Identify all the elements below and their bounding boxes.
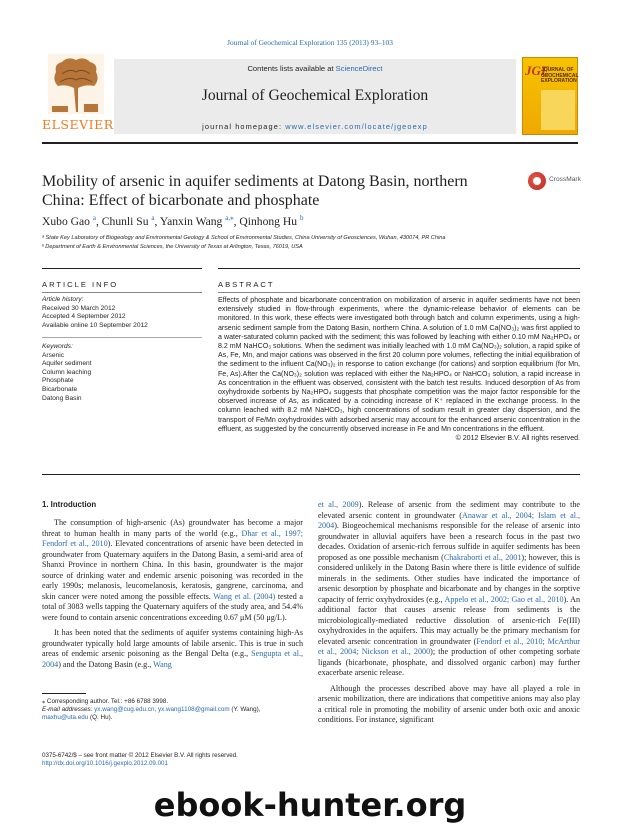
body-column-right <box>318 500 580 726</box>
body-column-left <box>42 518 303 670</box>
author-name[interactable]: Yanxin Wang <box>159 214 223 228</box>
email-link-2[interactable]: maxhu@uta.edu <box>42 714 89 721</box>
author-name[interactable]: Xubo Gao <box>42 214 90 228</box>
issn-line: 0375-6742/$ – see front matter © 2012 Elsevier B.V. All rights reserved. <box>42 752 238 759</box>
citation-link[interactable]: Dhar et al., 1997; Fendorf et al., 2010 <box>42 528 303 548</box>
abstract-bottom-rule <box>42 474 580 475</box>
email-label: E-mail addresses: <box>42 706 95 713</box>
email-link[interactable]: yx.wang@cug.edu.cn, yx.wang1108@gmail.com <box>94 706 230 713</box>
abstract-body <box>218 296 580 443</box>
masthead-divider <box>42 142 578 144</box>
homepage-prefix: journal homepage: <box>202 122 286 131</box>
text-run: The consumption of high-arsenic (As) groundwater has become a major threat to human health in many parts of the world (e.g., <box>42 518 303 538</box>
citation-link[interactable]: Wang <box>153 659 172 669</box>
abstract-rule <box>218 268 580 269</box>
citation-link[interactable]: Fendorf et al., 2010; McArthur et al., 2004; Nickson et al., 2000 <box>318 636 580 656</box>
info-separator <box>42 337 202 338</box>
abstract-subrule <box>218 292 580 293</box>
crossmark-badge[interactable] <box>528 172 580 206</box>
footnote <box>42 698 302 722</box>
author-name[interactable]: Chunli Su <box>101 214 149 228</box>
email-line <box>42 706 302 714</box>
doi-link[interactable]: http://dx.doi.org/10.1016/j.gexplo.2012.09.001 <box>42 760 168 767</box>
text-run: ). An additional factor that causes arsenic release from sediments is the microbiologically-mediated reductive dissolution of arsenic-rich Fe(III) oxyhydroxides in the aquifers. This may actually be the primary mechanism for elevated arsenic concentration in groundwater ( <box>318 594 580 646</box>
cover-title: JOURNAL OF GEOCHEMICAL EXPLORATION <box>541 67 579 85</box>
article-history <box>42 296 202 330</box>
affiliation-b: ᵇ Department of Earth & Environmental Sciences, the University of Texas at Arlington, Texas, 76019, USA <box>42 244 303 250</box>
crossmark-icon <box>528 172 546 190</box>
cover-abbrev: JGE <box>525 63 550 78</box>
footnote-rule <box>42 693 86 694</box>
keyword-item: Bicarbonate <box>42 385 78 393</box>
tree-emblem-icon <box>48 54 104 114</box>
affiliation-a: ᵃ State Key Laboratory of Biogeology and Environmental Geology & School of Environmental Studies, China University of Geosciences, Wuhan, 430074, PR China <box>42 235 446 241</box>
text-run: tested a total of 3083 wells tapping the Quaternary aquifers of the study area, and 54.4% were found to contain arsenic concentrations exceeding 0.67 μM (50 μg/L). <box>42 591 303 622</box>
citation-link[interactable]: Chakraborti et al., 2001 <box>443 552 522 562</box>
keyword-item: Column leaching <box>42 368 92 376</box>
history-label: Article history: <box>42 296 84 303</box>
section-heading-introduction: 1. Introduction <box>42 500 97 509</box>
corresponding-author-note: ⁎ Corresponding author. Tel.: +86 6788 3998. <box>42 698 169 705</box>
issn-block <box>42 752 302 768</box>
citation-link[interactable]: Wang et al. (2004) <box>213 591 276 601</box>
paragraph <box>42 518 303 623</box>
article-info-subrule <box>42 292 202 293</box>
history-online: Available online 10 September 2012 <box>42 321 148 329</box>
history-accepted: Accepted 4 September 2012 <box>42 313 126 321</box>
text-run: ); however, this is considered unlikely in the Datong Basin where there is little evidence of sulfide minerals in the sediments. Other studies have indicated the importance of arsenic desorption by phosphate and bicarbonate and by changes in the sorptive capacity of ferric oxyhydroxides (e.g., <box>318 552 580 604</box>
text-run: ). Release of arsenic from the sediment may contribute to the elevated arsenic content in groundwater ( <box>318 500 580 520</box>
author-sup[interactable]: a <box>92 214 96 222</box>
journal-title: Journal of Geochemical Exploration <box>201 87 429 104</box>
author-name[interactable]: Qinhong Hu <box>239 214 298 228</box>
text-run: ); the production of other competing sorbate ligands (bicarbonate, phosphate, and dissolved organic carbon) may further exacerbate arsenic release. <box>318 647 580 677</box>
author-sup[interactable]: a,⁎ <box>225 214 234 222</box>
abstract-text: Effects of phosphate and bicarbonate concentration on mobilization of arsenic in aquifer sediments have not been extensively studied in flow-through experiments, where the dynamic-release behavior of elements can be monitored. In this work, these effects were investigated both through batch and column experiments, using a high-arsenic sediment sample from the Datong Basin, northern China. A solution of 1.0 mM Ca(NO₃)₂ was first applied to a water-saturated column packed with the sediment; this was followed by leaching with either 0.10 mM Na₂HPO₄ or 8.2 mM NaHCO₃ solutions. When the sediment was initially leached with 1.0 mM Ca(NO₃)₂ solution, a rapid spike of As, Fe, Mn, and major cations was observed in the first 20 column pore volumes, reflecting the initial equilibration of the sediment to the influent Ca(NO₃)₂ in response to cation exchange (for cations) and sorption equilibrium (for Mn, Fe, As).After the Ca(NO₃)₂ solution was replaced with either the Na₂HPO₄ or NaHCO₃ solution, a rapid increase in As concentration in the effluent was observed, consistent with the batch test results. Induced desorption of As from oxyhydroxide sorbents by Na₂HPO₄ suggests that phosphate competition was the major factor responsible for the observed increase of As, as indicated by a coinciding increase of K⁺ replaced in the exchange process. In the column leached with 8.2 mM NaHCO₃, high concentrations of sodium result in greater clay dispersion, and the transport of Fe/Mn oxyhydroxides with adsorbed arsenic may account for the enhanced arsenic concentration in the effluent, as suggested by the concurrently observed increase in Fe and Mn concentrations in the effluent. <box>218 297 580 433</box>
text-run: ). Biogeochemical mechanisms responsible for the release of arsenic into groundwater in alluvial aquifers have been a research focus in the past two decades. Oxidation of arsenic-rich ferrous sulfide in aquifer sediments has been proposed as one possible mechanism ( <box>318 521 580 562</box>
text-run: ). Elevated concentrations of arsenic have been detected in groundwater from Quaternary aquifers in the Datong Basin, a semi-arid area of Shanxi Province in northern China. In this basin, groundwater is the major source of drinking water and endemic arsenic poisoning was recorded in the early 1990s; melanosis, leucomelanosis, keratosis, gangrene, carcinoma, and skin cancer were noted among the possible effects. <box>42 539 303 601</box>
article-title: Mobility of arsenic in aquifer sediments at Datong Basin, northern China: Effect of bicarbonate and phosphate <box>42 173 468 209</box>
keywords-block <box>42 343 202 403</box>
email-suffix: (Y. Wang), <box>229 706 261 713</box>
journal-homepage-line <box>114 122 516 131</box>
contents-prefix: Contents lists available at <box>247 64 336 73</box>
sciencedirect-link[interactable]: ScienceDirect <box>335 64 383 73</box>
author-sup[interactable]: b <box>299 214 304 222</box>
abstract-copyright: © 2012 Elsevier B.V. All rights reserved. <box>455 435 580 443</box>
history-received: Received 30 March 2012 <box>42 304 116 312</box>
journal-cover-thumbnail[interactable] <box>522 57 578 135</box>
cover-image-area <box>541 90 575 130</box>
elsevier-wordmark: ELSEVIER <box>42 117 114 132</box>
text-run: It has been noted that the sediments of aquifer systems containing high-As groundwater typically hold large amounts of labile arsenic. This is true in such areas of endemic arsenic poisoning as the Bengal Delta (e.g., <box>42 628 303 658</box>
article-info-heading: ARTICLE INFO <box>42 280 119 289</box>
journal-citation[interactable]: Journal of Geochemical Exploration 135 (2013) 93–103 <box>227 38 393 47</box>
watermark: ebook-hunter.org <box>153 786 467 824</box>
contents-available-line <box>114 64 516 73</box>
text-run: Although the processes described above may have all played a role in arsenic mobilization, there are indications that competitive anions may also play a critical role in promoting the mobility of arsenic under both oxic and anoxic conditions. For instance, significant <box>318 683 580 724</box>
crossmark-label: CrossMark <box>549 176 581 183</box>
email-line-2 <box>42 714 302 722</box>
paragraph <box>42 628 303 670</box>
article-info-rule <box>42 268 202 269</box>
citation-link[interactable]: Appelo et al., 2002; Gao et al., 2010 <box>444 594 564 604</box>
citation-link[interactable]: Sengupta et al., 2004 <box>42 649 303 669</box>
citation-link[interactable]: Anawar et al., 2004; Islam et al., 2004 <box>318 510 580 530</box>
author-list: Xubo Gao $^a$, Chunli Su $^a$, Yanxin Wang $^{a,⁎}$, Qinhong Hu $^b$ <box>42 214 304 228</box>
paragraph <box>318 500 580 679</box>
paragraph <box>318 684 580 726</box>
citation-link[interactable]: et al., 2009 <box>318 500 359 509</box>
keywords-label: Keywords: <box>42 343 73 350</box>
author-sup[interactable]: a <box>151 214 155 222</box>
keyword-item: Arsenic <box>42 351 64 359</box>
keyword-item: Aquifer sediment <box>42 360 92 368</box>
keyword-item: Phosphate <box>42 377 74 385</box>
email2-suffix: (Q. Hu). <box>88 714 113 721</box>
abstract-heading: ABSTRACT <box>218 280 275 289</box>
keyword-item: Datong Basin <box>42 394 82 402</box>
elsevier-logo <box>42 54 114 136</box>
homepage-link[interactable]: www.elsevier.com/locate/jgeoexp <box>285 122 428 131</box>
text-run: ) and the Datong Basin (e.g., <box>58 659 154 669</box>
